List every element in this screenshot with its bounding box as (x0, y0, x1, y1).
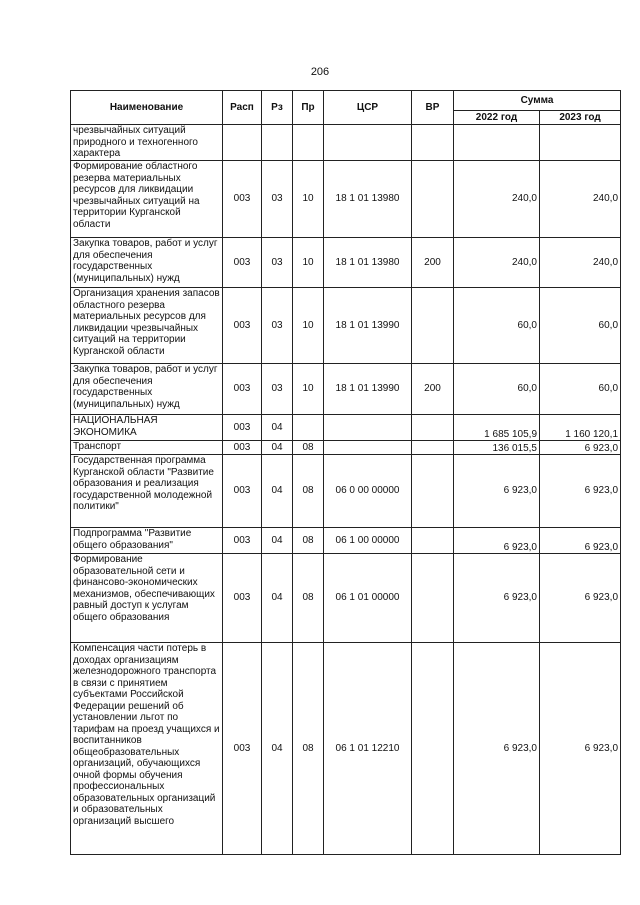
row-rasp: 003 (223, 238, 262, 288)
budget-table (70, 90, 621, 855)
table-row (71, 364, 621, 415)
row-pr: 10 (293, 238, 324, 288)
row-sum-2023: 6 923,0 (540, 528, 621, 554)
row-rz: 04 (262, 441, 293, 455)
row-vr (412, 125, 454, 161)
row-sum-2023: 240,0 (540, 238, 621, 288)
row-vr: 200 (412, 364, 454, 415)
row-sum-2022: 1 685 105,9 (454, 415, 540, 441)
row-rz: 04 (262, 554, 293, 643)
row-vr (412, 161, 454, 238)
row-sum-2023: 1 160 120,1 (540, 415, 621, 441)
header-rasp: Расп (223, 91, 262, 125)
row-name: Государственная программа Курганской области "Развитие образования и реализация государственной молодежной политики" (71, 455, 223, 528)
row-rasp: 003 (223, 554, 262, 643)
row-sum-2022: 6 923,0 (454, 528, 540, 554)
row-rz: 03 (262, 161, 293, 238)
header-csr: ЦСР (324, 91, 412, 125)
row-pr: 08 (293, 643, 324, 855)
row-vr (412, 441, 454, 455)
row-rz: 03 (262, 288, 293, 364)
header-sum: Сумма (454, 91, 621, 111)
row-pr: 10 (293, 288, 324, 364)
row-rz: 04 (262, 415, 293, 441)
row-name: Организация хранения запасов областного резерва материальных ресурсов для ликвидации чрезвычайных ситуаций на территории Курганской области (71, 288, 223, 364)
row-csr: 18 1 01 13980 (324, 161, 412, 238)
row-rz: 04 (262, 455, 293, 528)
row-name: Закупка товаров, работ и услуг для обеспечения государственных (муниципальных) нужд (71, 364, 223, 415)
row-sum-2023: 6 923,0 (540, 554, 621, 643)
table-row (71, 441, 621, 455)
row-rasp (223, 125, 262, 161)
row-csr: 06 0 00 00000 (324, 455, 412, 528)
header-vr: ВР (412, 91, 454, 125)
row-pr: 08 (293, 554, 324, 643)
row-pr (293, 125, 324, 161)
row-name: Формирование областного резерва материальных ресурсов для ликвидации чрезвычайных ситуаций на территории Курганской области (71, 161, 223, 238)
table-row (71, 455, 621, 528)
table-row (71, 161, 621, 238)
row-vr: 200 (412, 238, 454, 288)
row-csr (324, 125, 412, 161)
table-row (71, 528, 621, 554)
row-csr: 18 1 01 13990 (324, 288, 412, 364)
row-rz (262, 125, 293, 161)
row-rasp: 003 (223, 528, 262, 554)
row-sum-2022: 60,0 (454, 364, 540, 415)
row-rasp: 003 (223, 455, 262, 528)
row-rasp: 003 (223, 441, 262, 455)
row-vr (412, 528, 454, 554)
row-sum-2023: 240,0 (540, 161, 621, 238)
row-sum-2022: 60,0 (454, 288, 540, 364)
row-name: чрезвычайных ситуаций природного и техногенного характера (71, 125, 223, 161)
row-rz: 04 (262, 643, 293, 855)
row-name: Подпрограмма "Развитие общего образования" (71, 528, 223, 554)
table-row (71, 554, 621, 643)
row-rasp: 003 (223, 161, 262, 238)
header-year-2022: 2022 год (454, 111, 540, 125)
row-csr: 18 1 01 13990 (324, 364, 412, 415)
row-vr (412, 643, 454, 855)
row-sum-2023: 6 923,0 (540, 455, 621, 528)
row-sum-2023: 6 923,0 (540, 643, 621, 855)
row-rz: 03 (262, 364, 293, 415)
row-csr: 06 1 00 00000 (324, 528, 412, 554)
row-csr: 18 1 01 13980 (324, 238, 412, 288)
row-sum-2023: 6 923,0 (540, 441, 621, 455)
row-sum-2022: 136 015,5 (454, 441, 540, 455)
row-pr: 08 (293, 441, 324, 455)
row-sum-2022 (454, 125, 540, 161)
row-pr: 10 (293, 364, 324, 415)
row-rz: 04 (262, 528, 293, 554)
row-name: НАЦИОНАЛЬНАЯ ЭКОНОМИКА (71, 415, 223, 441)
table-row (71, 238, 621, 288)
row-csr (324, 415, 412, 441)
row-sum-2023 (540, 125, 621, 161)
row-sum-2023: 60,0 (540, 364, 621, 415)
row-pr: 10 (293, 161, 324, 238)
page-number: 206 (310, 66, 330, 78)
row-sum-2022: 240,0 (454, 238, 540, 288)
header-pr: Пр (293, 91, 324, 125)
row-sum-2022: 6 923,0 (454, 643, 540, 855)
table-row (71, 415, 621, 441)
table-row (71, 288, 621, 364)
row-rasp: 003 (223, 288, 262, 364)
row-pr: 08 (293, 528, 324, 554)
row-sum-2022: 240,0 (454, 161, 540, 238)
row-name: Компенсация части потерь в доходах организациям железнодорожного транспорта в связи с принятием субъектами Российской Федерации решений об установлении льгот по тарифам на проезд учащихся и воспитанников общеобразовательных организаций, обучающихся очной формы обучения профессиональных образовательных организаций и образовательных организаций высшего (71, 643, 223, 855)
row-csr: 06 1 01 00000 (324, 554, 412, 643)
row-rasp: 003 (223, 415, 262, 441)
row-vr (412, 415, 454, 441)
row-sum-2022: 6 923,0 (454, 455, 540, 528)
header-rz: Рз (262, 91, 293, 125)
row-rasp: 003 (223, 643, 262, 855)
header-name: Наименование (71, 91, 223, 125)
row-vr (412, 455, 454, 528)
row-sum-2023: 60,0 (540, 288, 621, 364)
row-csr: 06 1 01 12210 (324, 643, 412, 855)
row-csr (324, 441, 412, 455)
table-row (71, 643, 621, 855)
row-rz: 03 (262, 238, 293, 288)
row-pr (293, 415, 324, 441)
row-pr: 08 (293, 455, 324, 528)
row-name: Закупка товаров, работ и услуг для обеспечения государственных (муниципальных) нужд (71, 238, 223, 288)
row-name: Транспорт (71, 441, 223, 455)
row-vr (412, 288, 454, 364)
row-name: Формирование образовательной сети и финансово-экономических механизмов, обеспечивающих равный доступ к услугам общего образования (71, 554, 223, 643)
row-rasp: 003 (223, 364, 262, 415)
header-year-2023: 2023 год (540, 111, 621, 125)
row-sum-2022: 6 923,0 (454, 554, 540, 643)
table-row (71, 125, 621, 161)
row-vr (412, 554, 454, 643)
